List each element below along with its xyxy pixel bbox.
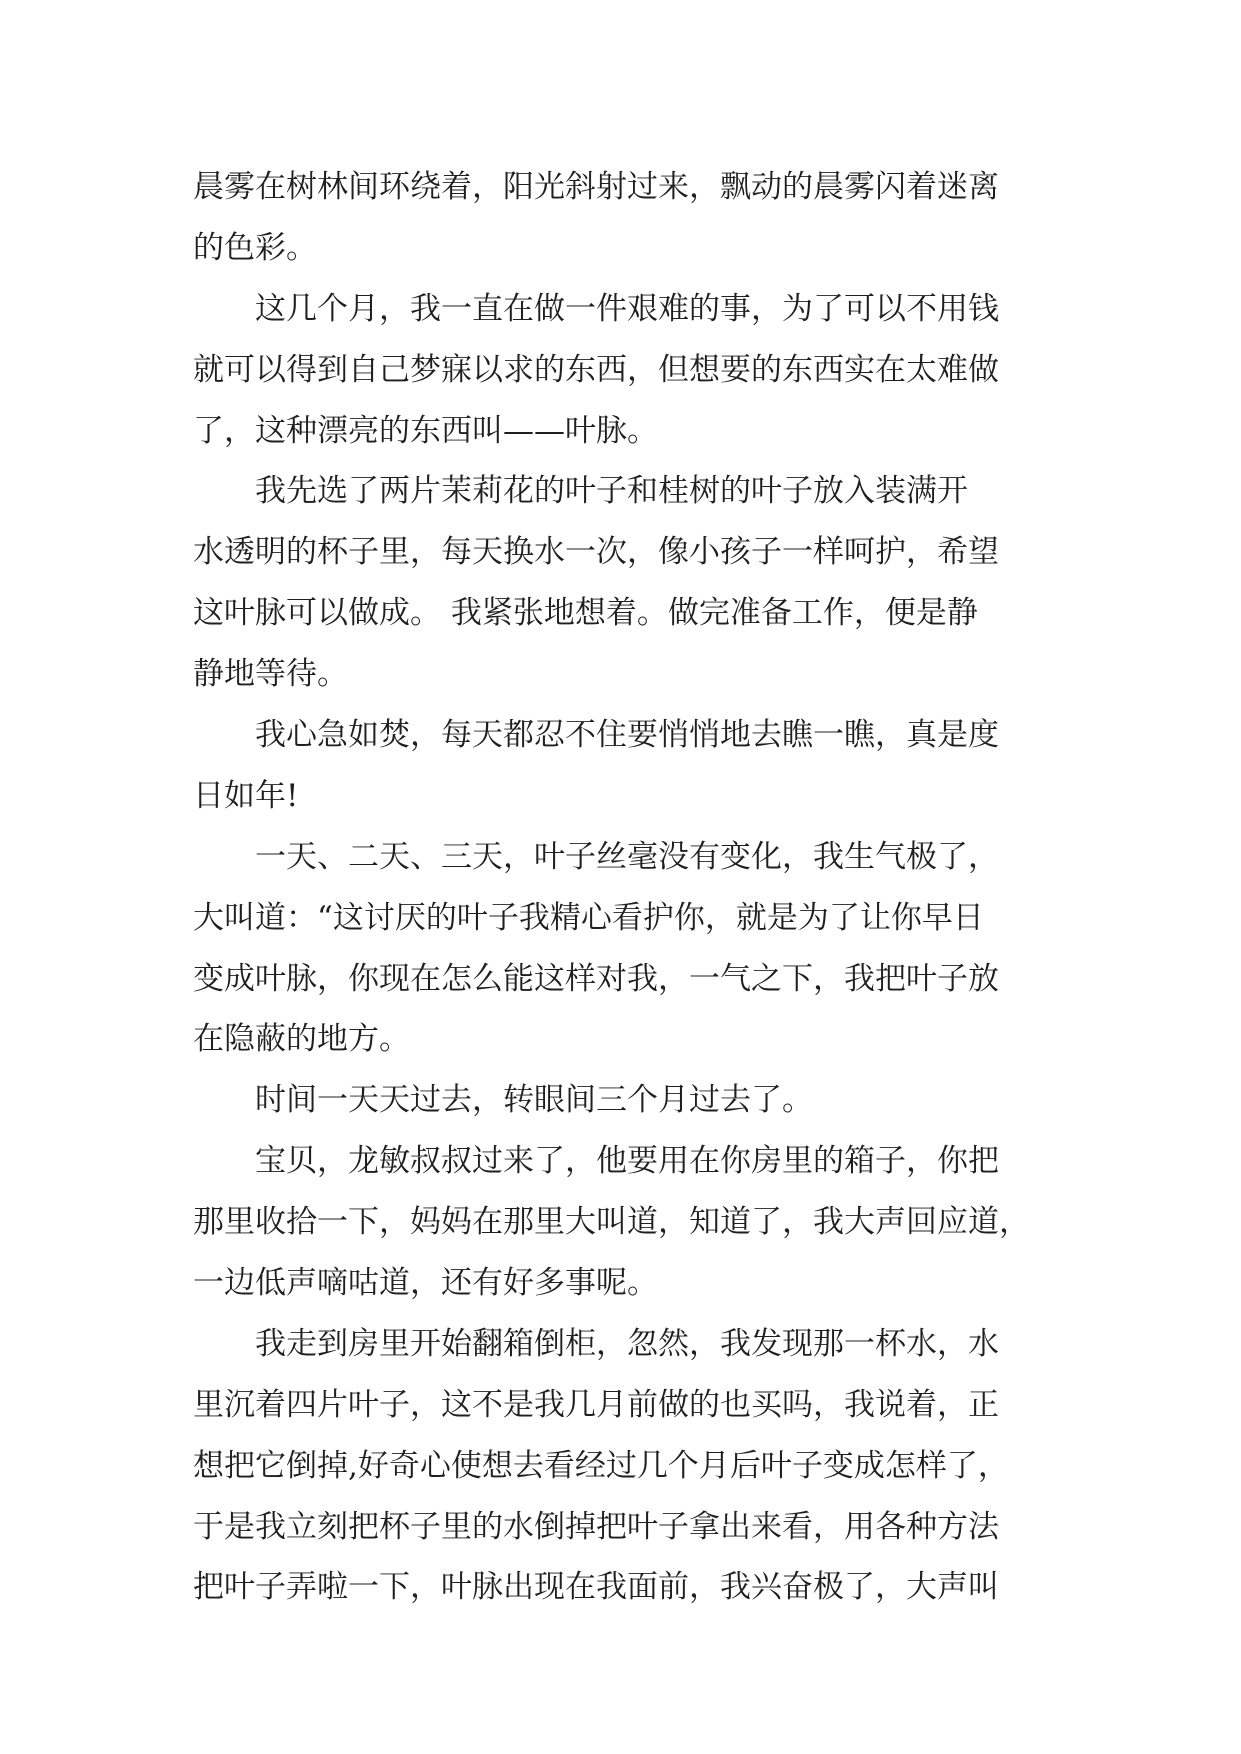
text-line: 里沉着四片叶子，这不是我几月前做的也买吗，我说着，正 [193, 1386, 999, 1423]
body-text [193, 157, 1061, 1618]
text-line: 一天、二天、三天，叶子丝毫没有变化，我生气极了， [193, 838, 999, 875]
text-line: 我心急如焚，每天都忍不住要悄悄地去瞧一瞧，真是度 [193, 717, 999, 754]
text-line: 这几个月，我一直在做一件艰难的事，为了可以不用钱 [193, 290, 999, 327]
text-line: 就可以得到自己梦寐以求的东西，但想要的东西实在太难做 [193, 351, 999, 388]
text-line: 于是我立刻把杯子里的水倒掉把叶子拿出来看，用各种方法 [193, 1508, 999, 1545]
text-line: 我走到房里开始翻箱倒柜，忽然，我发现那一杯水，水 [193, 1325, 999, 1362]
text-line: 这叶脉可以做成。 我紧张地想着。做完准备工作，便是静 [193, 595, 978, 632]
text-line: 的色彩。 [193, 229, 317, 266]
text-line: 想把它倒掉,好奇心使想去看经过几个月后叶子变成怎样了， [193, 1447, 1009, 1484]
text-line: 变成叶脉，你现在怎么能这样对我，一气之下，我把叶子放 [193, 960, 999, 997]
text-line: 晨雾在树林间环绕着，阳光斜射过来，飘动的晨雾闪着迷离 [193, 169, 999, 205]
text-line: 我先选了两片茉莉花的叶子和桂树的叶子放入装满开 [193, 473, 968, 510]
text-line: 大叫道：“这讨厌的叶子我精心看护你，就是为了让你早日 [193, 899, 984, 936]
text-line: 一边低声嘀咕道，还有好多事呢。 [193, 1265, 658, 1302]
text-line: 了，这种漂亮的东西叫——叶脉。 [193, 412, 658, 449]
text-line: 日如年! [193, 777, 299, 814]
text-line: 在隐蔽的地方。 [193, 1021, 410, 1058]
text-line: 宝贝，龙敏叔叔过来了，他要用在你房里的箱子，你把 [193, 1143, 999, 1180]
text-line: 静地等待。 [193, 656, 348, 693]
text-line: 水透明的杯子里，每天换水一次，像小孩子一样呵护，希望 [193, 534, 999, 571]
text-line: 时间一天天过去，转眼间三个月过去了。 [193, 1082, 813, 1119]
text-line: 把叶子弄啦一下，叶脉出现在我面前，我兴奋极了，大声叫 [193, 1569, 999, 1606]
text-line: 那里收拾一下，妈妈在那里大叫道，知道了，我大声回应道， [193, 1204, 1030, 1241]
